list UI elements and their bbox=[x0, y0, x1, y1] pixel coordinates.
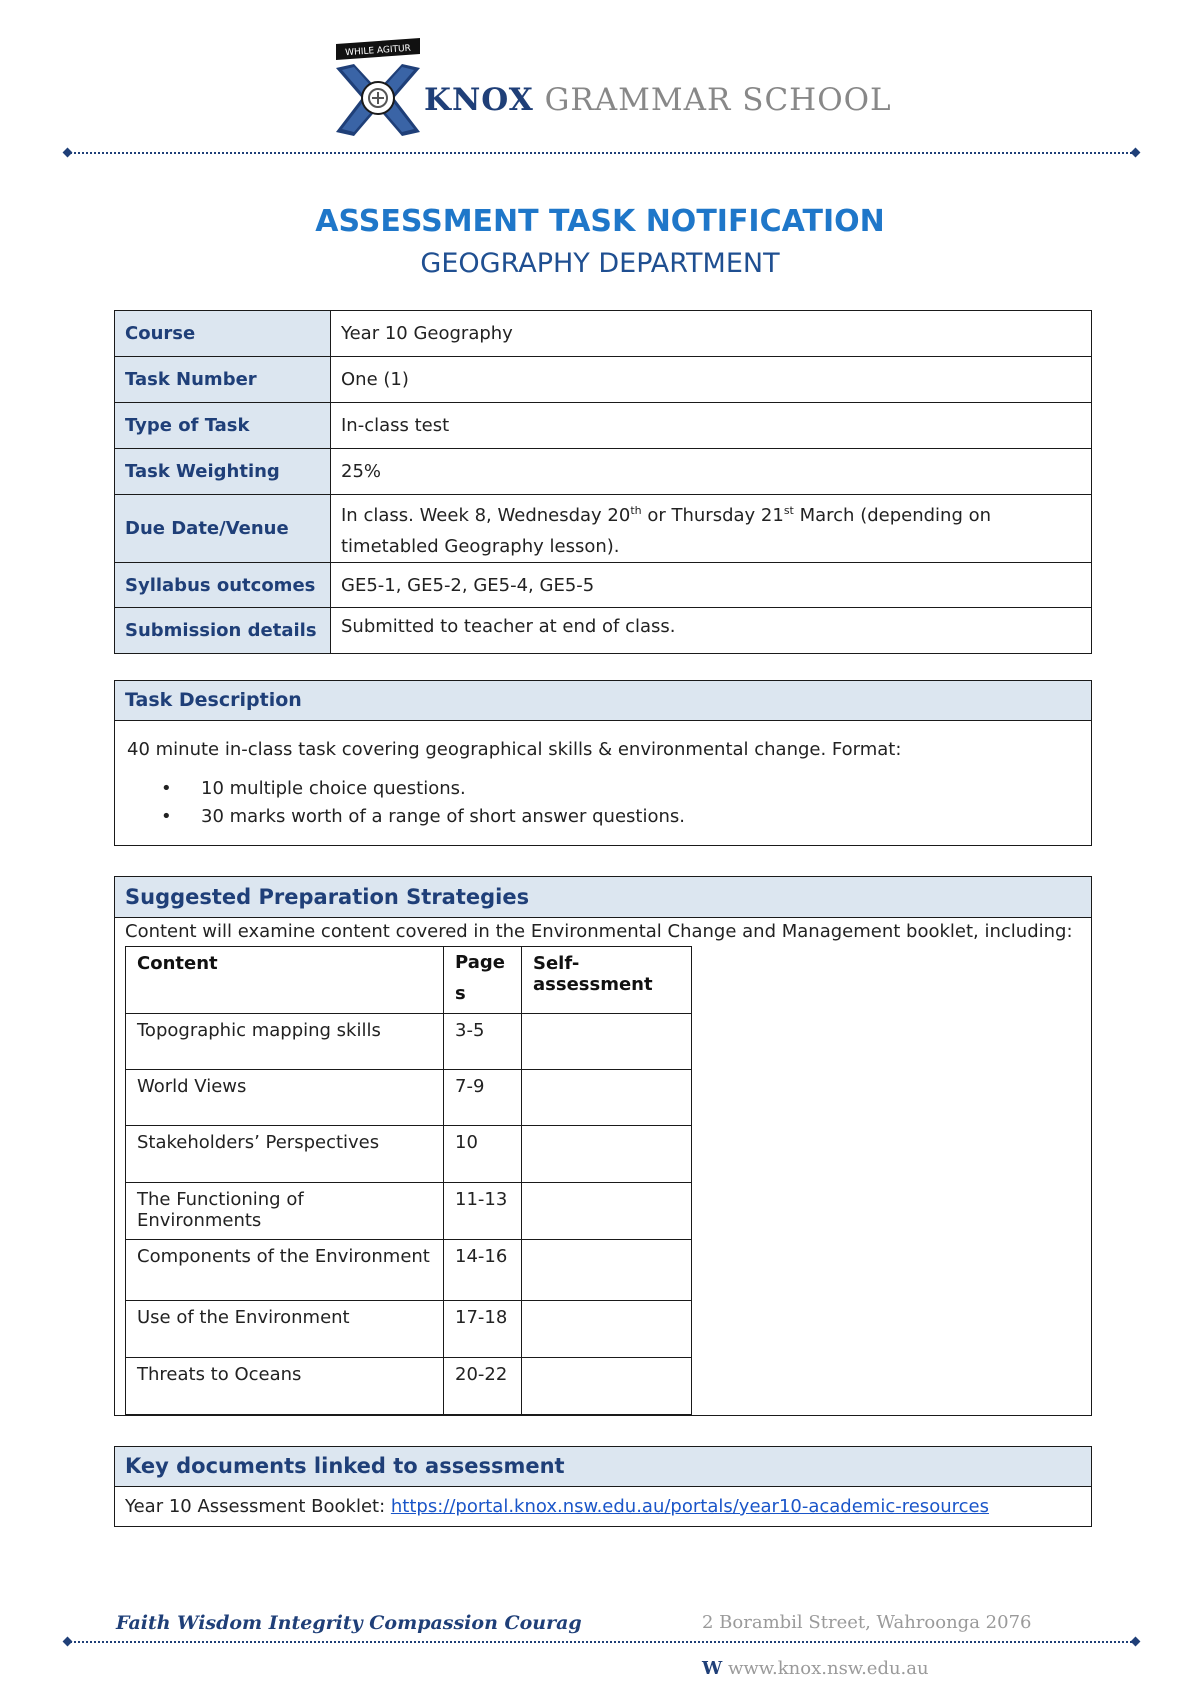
pages-cell: 10 bbox=[444, 1126, 522, 1183]
content-cell: Use of the Environment bbox=[126, 1301, 444, 1358]
table-row bbox=[126, 1358, 692, 1415]
table-row bbox=[115, 311, 1092, 357]
key-documents-section bbox=[114, 1446, 1092, 1527]
due-date-label: Due Date/Venue bbox=[115, 495, 331, 563]
list-item: • 10 multiple choice questions. bbox=[115, 775, 1091, 803]
task-number-label: Task Number bbox=[115, 357, 331, 403]
content-cell: Threats to Oceans bbox=[126, 1358, 444, 1415]
table-row bbox=[115, 608, 1092, 654]
divider-end-icon bbox=[63, 148, 73, 158]
table-row bbox=[115, 495, 1092, 563]
preparation-heading: Suggested Preparation Strategies bbox=[115, 877, 1091, 918]
booklet-label: Year 10 Assessment Booklet: bbox=[125, 1496, 391, 1517]
content-cell: Components of the Environment bbox=[126, 1240, 444, 1301]
course-value: Year 10 Geography bbox=[331, 311, 1092, 357]
self-assessment-cell[interactable] bbox=[522, 1301, 692, 1358]
table-row bbox=[126, 947, 692, 1014]
content-table bbox=[125, 946, 692, 1415]
self-assessment-cell[interactable] bbox=[522, 1014, 692, 1070]
task-type-value: In-class test bbox=[331, 403, 1092, 449]
self-assessment-cell[interactable] bbox=[522, 1240, 692, 1301]
content-cell: Topographic mapping skills bbox=[126, 1014, 444, 1070]
booklet-link[interactable]: https://portal.knox.nsw.edu.au/portals/year10-academic-resources bbox=[390, 1496, 989, 1517]
content-cell: The Functioning of Environments bbox=[126, 1183, 444, 1240]
divider-end-icon bbox=[1131, 1637, 1141, 1647]
table-row bbox=[115, 563, 1092, 608]
due-date-part: or Thursday 21 bbox=[641, 505, 784, 526]
self-assessment-cell[interactable] bbox=[522, 1070, 692, 1126]
content-cell: World Views bbox=[126, 1070, 444, 1126]
table-row bbox=[126, 1240, 692, 1301]
task-weighting-label: Task Weighting bbox=[115, 449, 331, 495]
pages-column-header: Page s bbox=[444, 947, 522, 1014]
due-date-part: In class. Week 8, Wednesday 20 bbox=[341, 505, 631, 526]
due-date-suffix: th bbox=[630, 504, 642, 517]
due-date-part: March (depending on timetabled Geography lesson). bbox=[341, 505, 992, 557]
table-row bbox=[115, 357, 1092, 403]
syllabus-outcomes-label: Syllabus outcomes bbox=[115, 563, 331, 608]
key-documents-line bbox=[115, 1487, 1091, 1526]
due-date-suffix: st bbox=[783, 504, 794, 517]
pages-cell: 11-13 bbox=[444, 1183, 522, 1240]
divider-end-icon bbox=[63, 1637, 73, 1647]
submission-details-value: Submitted to teacher at end of class. bbox=[331, 608, 1092, 654]
pages-cell: 17-18 bbox=[444, 1301, 522, 1358]
task-format-list bbox=[115, 775, 1091, 831]
footer-divider bbox=[66, 1641, 1136, 1643]
table-row bbox=[126, 1014, 692, 1070]
key-documents-heading: Key documents linked to assessment bbox=[115, 1447, 1091, 1487]
submission-details-label: Submission details bbox=[115, 608, 331, 654]
task-info-table bbox=[114, 310, 1092, 654]
page-subtitle: GEOGRAPHY DEPARTMENT bbox=[420, 248, 780, 279]
task-type-label: Type of Task bbox=[115, 403, 331, 449]
divider-end-icon bbox=[1131, 148, 1141, 158]
table-row bbox=[126, 1070, 692, 1126]
self-assessment-cell[interactable] bbox=[522, 1358, 692, 1415]
svg-text:WHILE AGITUR: WHILE AGITUR bbox=[344, 43, 412, 59]
table-row bbox=[126, 1183, 692, 1240]
content-cell: Stakeholders’ Perspectives bbox=[126, 1126, 444, 1183]
school-crest-logo bbox=[328, 34, 428, 144]
footer-address: 2 Borambil Street, Wahroonga 2076 bbox=[702, 1612, 1032, 1633]
pages-cell: 7-9 bbox=[444, 1070, 522, 1126]
course-label: Course bbox=[115, 311, 331, 357]
pages-cell: 3-5 bbox=[444, 1014, 522, 1070]
table-row bbox=[126, 1301, 692, 1358]
task-weighting-value: 25% bbox=[331, 449, 1092, 495]
self-assessment-cell[interactable] bbox=[522, 1183, 692, 1240]
syllabus-outcomes-value: GE5-1, GE5-2, GE5-4, GE5-5 bbox=[331, 563, 1092, 608]
pages-cell: 20-22 bbox=[444, 1358, 522, 1415]
footer-website bbox=[702, 1658, 929, 1679]
list-item: • 30 marks worth of a range of short answer questions. bbox=[115, 803, 1091, 831]
preparation-section bbox=[114, 876, 1092, 1416]
table-row bbox=[115, 449, 1092, 495]
content-column-header: Content bbox=[126, 947, 444, 1014]
pages-cell: 14-16 bbox=[444, 1240, 522, 1301]
self-assessment-cell[interactable] bbox=[522, 1126, 692, 1183]
task-description-heading: Task Description bbox=[115, 681, 1091, 721]
table-row bbox=[115, 403, 1092, 449]
website-link[interactable]: www.knox.nsw.edu.au bbox=[727, 1658, 929, 1679]
page-title: ASSESSMENT TASK NOTIFICATION bbox=[315, 204, 885, 239]
preparation-intro: Content will examine content covered in the Environmental Change and Management booklet, including: bbox=[125, 921, 1073, 942]
table-row bbox=[126, 1126, 692, 1183]
due-date-value bbox=[331, 495, 1092, 563]
school-name-rest: GRAMMAR SCHOOL bbox=[544, 82, 892, 118]
task-description-section bbox=[114, 680, 1092, 846]
web-label: W bbox=[702, 1658, 723, 1679]
school-name-bold: KNOX bbox=[424, 82, 534, 118]
school-name bbox=[424, 82, 892, 118]
self-assessment-column-header: Self-assessment bbox=[522, 947, 692, 1014]
header-divider bbox=[66, 152, 1136, 154]
task-description-intro: 40 minute in-class task covering geographical skills & environmental change. Format: bbox=[127, 739, 902, 760]
task-number-value: One (1) bbox=[331, 357, 1092, 403]
footer-motto: Faith Wisdom Integrity Compassion Courag bbox=[116, 1612, 582, 1634]
